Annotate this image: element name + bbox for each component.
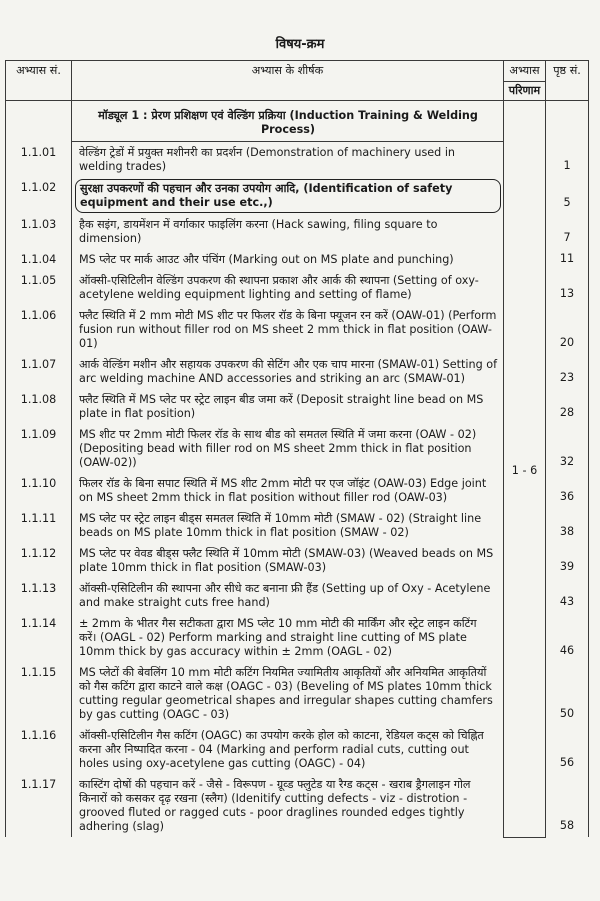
highlighted-exercise-title: सुरक्षा उपकरणों की पहचान और उनका उपयोग आदि, (Identification of safety equipment and their use etc.,) xyxy=(75,179,501,213)
exercise-number: 1.1.06 xyxy=(6,305,72,354)
table-row xyxy=(6,389,589,424)
exercise-title: MS प्लेट पर मार्क आउट और पंचिंग (Marking out on MS plate and punching) xyxy=(72,249,504,270)
exercise-title: ऑक्सी-एसिटिलीन वेल्डिंग उपकरण की स्थापना प्रकाश और आर्क की स्थापना (Setting of oxy-acetylene welding equipment lighting and setting of flame) xyxy=(72,270,504,305)
table-row xyxy=(6,543,589,578)
page-number: 38 xyxy=(546,508,589,543)
exercise-number: 1.1.02 xyxy=(6,177,72,214)
exercise-number: 1.1.04 xyxy=(6,249,72,270)
exercise-number: 1.1.08 xyxy=(6,389,72,424)
exercise-number: 1.1.01 xyxy=(6,142,72,178)
header-page-no: पृष्ठ सं. xyxy=(546,61,589,101)
exercise-title: ± 2mm के भीतर गैस सटीकता द्वारा MS प्लेट 10 mm मोटी की मार्किंग और स्ट्रेट लाइन कटिंग करें। (OAGL - 02) Perform marking and straight line cutting of MS plate 10mm thick by gas accuracy within ± 2mm (OAGL - 02) xyxy=(72,613,504,662)
exercise-title: ऑक्सी-एसिटिलीन की स्थापना और सीधे कट बनाना फ्री हैंड (Setting up of Oxy - Acetylene and make straight cuts free hand) xyxy=(72,578,504,613)
table-row xyxy=(6,613,589,662)
exercise-title: फ्लैट स्थिति में MS प्लेट पर स्ट्रेट लाइन बीड जमा करें (Deposit straight line bead on MS plate in flat position) xyxy=(72,389,504,424)
exercise-number: 1.1.07 xyxy=(6,354,72,389)
page-number: 36 xyxy=(546,473,589,508)
exercise-title: कास्टिंग दोषों की पहचान करें - जैसे - विरूपण - ग्रूव्ड फ्लुटेड या रैग्ड कट्स - खराब ड्रैगलाइन गोल किनारों को कसकर दृढ़ रखना (स्लैग) (Idenitify cutting defects - viz - distrotion - grooved fluted or ragged cuts - poor draglines rounded edges tightly adhering (slag) xyxy=(72,774,504,837)
header-exercise-title: अभ्यास के शीर्षक xyxy=(72,61,504,101)
exercise-title: ऑक्सी-एसिटिलीन गैस कटिंग (OAGC) का उपयोग करके होल को काटना, रेडियल कट्स को चिह्नित करना और निष्पादित करना - 04 (Marking and perform radial cuts, cutting out holes using oxy-acetylene gas cutting (OAGC) - 04) xyxy=(72,725,504,774)
page-number: 1 xyxy=(546,142,589,178)
exercise-number: 1.1.16 xyxy=(6,725,72,774)
table-row xyxy=(6,142,589,178)
page-number: 39 xyxy=(546,543,589,578)
page-number: 5 xyxy=(546,177,589,214)
table-row xyxy=(6,214,589,249)
exercise-title-cell xyxy=(72,177,504,214)
exercise-title: वेल्डिंग ट्रेडों में प्रयुक्त मशीनरी का प्रदर्शन (Demonstration of machinery used in welding trades) xyxy=(72,142,504,178)
exercise-title: MS प्लेट पर वेवड बीड्स फ्लैट स्थिति में 10mm मोटी (SMAW-03) (Weaved beads on MS plate 10mm thick in flat position (SMAW-03) xyxy=(72,543,504,578)
exercise-number: 1.1.05 xyxy=(6,270,72,305)
exercise-number: 1.1.17 xyxy=(6,774,72,837)
exercise-number: 1.1.14 xyxy=(6,613,72,662)
exercise-title: हैक सइंग, डायमेंशन में वर्गाकार फाइलिंग करना (Hack sawing, filing square to dimension) xyxy=(72,214,504,249)
page-number: 46 xyxy=(546,613,589,662)
table-row xyxy=(6,270,589,305)
page-number: 32 xyxy=(546,424,589,473)
page-title: विषय-क्रम xyxy=(275,37,325,52)
header-result: परिणाम xyxy=(504,82,546,101)
table-row xyxy=(6,774,589,837)
page-number: 58 xyxy=(546,774,589,837)
exercise-title: MS प्लेट पर स्ट्रेट लाइन बीड्स समतल स्थिति में 10mm मोटी (SMAW - 02) (Straight line beads on MS plate 10mm thick in flat position (SMAW - 02) xyxy=(72,508,504,543)
table-row xyxy=(6,578,589,613)
table-row xyxy=(6,508,589,543)
learning-outcome-cell: 1 - 6 xyxy=(504,101,546,838)
table-row xyxy=(6,354,589,389)
page-number: 13 xyxy=(546,270,589,305)
table-row xyxy=(6,424,589,473)
exercise-number: 1.1.11 xyxy=(6,508,72,543)
page-number: 50 xyxy=(546,662,589,725)
table-row xyxy=(6,473,589,508)
exercise-title: MS प्लेटों की बेवलिंग 10 mm मोटी कटिंग नियमित ज्यामितीय आकृतियों और अनियमित आकृतियों को गैस कटिंग द्वारा काटने वाले कक्ष (OAGC - 03) (Beveling of MS plates 10mm thick cutting regular geometrical shapes and irregular shapes cutting chamfers by gas cutting (OAGC - 03) xyxy=(72,662,504,725)
exercise-title: आर्क वेल्डिंग मशीन और सहायक उपकरण की सेटिंग और एक चाप मारना (SMAW-01) Setting of arc welding machine AND accessories and striking an arc (SMAW-01) xyxy=(72,354,504,389)
table-row xyxy=(6,662,589,725)
exercise-number: 1.1.13 xyxy=(6,578,72,613)
module-heading-line2: Process) xyxy=(260,123,316,136)
module-heading-line1: मॉड्यूल 1 : प्रेरण प्रशिक्षण एवं वेल्डिंग प्रक्रिया (Induction Training & Welding xyxy=(98,109,478,122)
table-row xyxy=(6,177,589,214)
exercise-number: 1.1.10 xyxy=(6,473,72,508)
page-number: 23 xyxy=(546,354,589,389)
exercise-number: 1.1.15 xyxy=(6,662,72,725)
header-exercise-no: अभ्यास सं. xyxy=(6,61,72,101)
contents-table xyxy=(5,60,589,838)
table-row xyxy=(6,725,589,774)
page-number: 28 xyxy=(546,389,589,424)
page-number: 7 xyxy=(546,214,589,249)
exercise-title: फिलर रॉड के बिना सपाट स्थिति में MS शीट 2mm मोटी पर एज जॉइंट (OAW-03) Edge joint on MS sheet 2mm thick in flat position without filler rod (OAW-03) xyxy=(72,473,504,508)
exercise-number: 1.1.03 xyxy=(6,214,72,249)
page-number: 43 xyxy=(546,578,589,613)
module-heading xyxy=(72,101,504,142)
page-number: 11 xyxy=(546,249,589,270)
exercise-title: फ्लैट स्थिति में 2 mm मोटी MS शीट पर फिलर रॉड के बिना फ्यूजन रन करें (OAW-01) (Perform fusion run without filler rod on MS sheet 2 mm thick in flat position (OAW-01) xyxy=(72,305,504,354)
exercise-number: 1.1.12 xyxy=(6,543,72,578)
page-number: 56 xyxy=(546,725,589,774)
table-row xyxy=(6,249,589,270)
page-number: 20 xyxy=(546,305,589,354)
header-exercise: अभ्यास xyxy=(504,61,546,82)
table-row xyxy=(6,305,589,354)
exercise-title: MS शीट पर 2mm मोटी फिलर रॉड के साथ बीड को समतल स्थिति में जमा करना (OAW - 02) (Depositing bead with filler rod on MS sheet 2mm thick in flat position (OAW-02)) xyxy=(72,424,504,473)
exercise-number: 1.1.09 xyxy=(6,424,72,473)
